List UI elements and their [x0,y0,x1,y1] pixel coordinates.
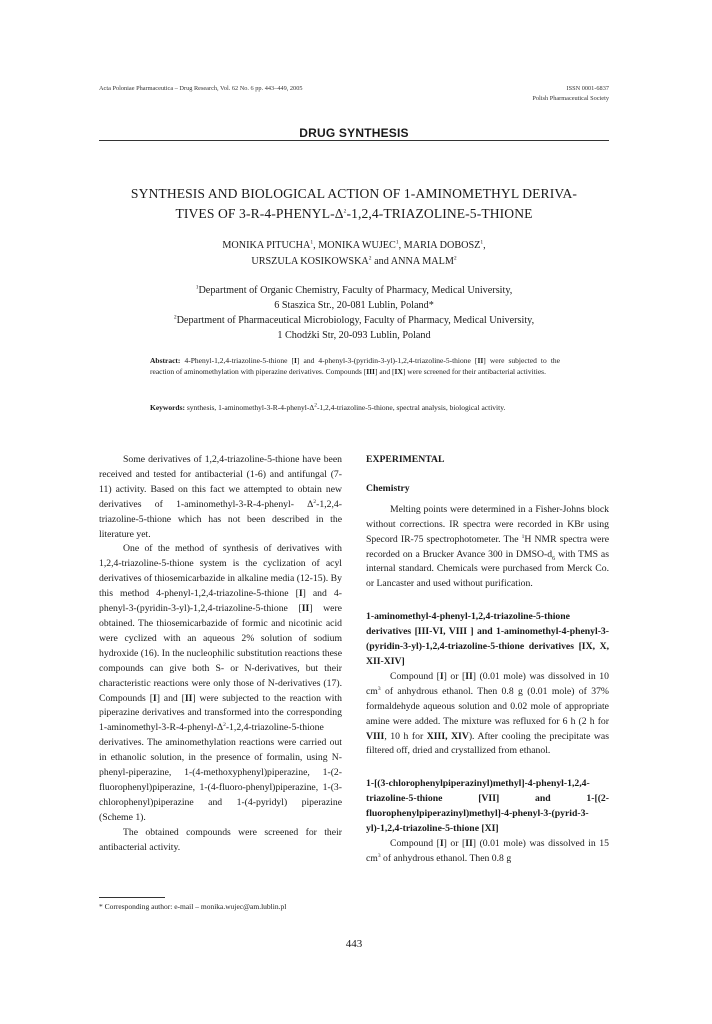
paper-title [99,184,609,224]
procedure-paragraph-2: Compound [I] or [II] (0.01 mole) was dissolved in 15 $cm^3$ of anhydrous ethanol. Then 0.8 g [366,837,609,864]
issn-header [532,84,609,104]
methods-paragraph: Melting points were determined in a Fisher-Johns block without corrections. IR spectra were recorded in KBr using Specord IR-75 spectrophotometer. The $^1$H NMR spectra were recorded on a Brucker Avance 300 in DMSO-$d_6$ with TMS as internal standard. Chemicals were purchased from Merck Co. or Lancaster and used without purification. [366,503,609,590]
issn: ISSN 0001-6837 [566,85,609,92]
journal-header: Acta Poloniae Pharmaceutica – Drug Research, Vol. 62 No. 6 pp. 443–449, 2005 [99,85,303,92]
affiliation-1: $^1$Department of Organic Chemistry, Faculty of Pharmacy, Medical University, [195,284,513,296]
affiliation-2: $^2$Department of Pharmaceutical Microbiology, Faculty of Pharmacy, Medical University, [173,314,535,326]
society: Polish Pharmaceutical Society [532,95,609,102]
title-line-2: TIVES OF $3-R-4-PHENYL-\Delta^2-1,2,4-TRIAZOLINE-5$-THIONE [175,206,533,221]
procedure-paragraph-1: Compound [I] or [II] (0.01 mole) was dissolved in 10 $cm^3$ of anhydrous ethanol. Then 0.8 g (0.01 mole) of 37% formaldehyde aqueous solution and 0.02 mole of appropriate amine were added. The mixture was refluxed for 6 h (2 h for VIII, 10 h for XIII, XIV). After cooling the precipitate was filtered off, dried and crystallized from ethanol. [366,670,609,757]
footnote-divider [99,897,165,898]
intro-paragraph-1: Some derivatives of 1,2,4-triazoline-5-thione have been received and tested for antibacterial (1-6) and antifungal (7-11) activity. Based on this fact we attempted to obtain new derivatives of 1-aminomethyl-3-R-4-phenyl- $\Delta^2-1,2,4-triazoline-5$-thione which has not been described in the literature yet. [99,454,342,540]
abstract: Abstract: 4-Phenyl-1,2,4-triazoline-5-thione [I] and 4-phenyl-3-(pyridin-3-yl)-1,2,4-triazoline-5-thione [II] were subjected to the reaction of aminomethylation with piperazine derivatives. Compounds [III] and [IX] were screened for their antibacterial activities. [150,356,561,376]
right-column [366,453,609,867]
title-line-1: SYNTHESIS AND BIOLOGICAL ACTION OF 1-AMINOMETHYL DERIVA- [130,186,578,201]
keywords: Keywords: synthesis, $1-aminomethyl-3-R-4-phenyl-\Delta^2-1,2,4-triazoline-5$-thione, spectral analysis, biological activity. [150,402,506,412]
author-list: MONIKA PITUCHA$^1$, MONIKA WUJEC$^1$, MARIA DOBOSZ$^1$, URSZULA KOSIKOWSKA$^2$ and ANNA MALM$^2$ [222,239,486,267]
section-divider [99,140,609,141]
intro-paragraph-2: One of the method of synthesis of derivatives with 1,2,4-triazoline-5-thione system is the cyclization of acyl derivatives of thiosemicarbazide in alkaline media (12-15). By this method 4-phenyl-1,2,4-triazoline-5-thione [I] and 4-phenyl-3-(pyridin-3-yl)-1,2,4-triazoline-5-thione [II] were obtained. The thiosemicarbazide of formic and nicotinic acid were cyclized with an aqueous 2% solution of sodium hydroxide (16). In the nucleophilic substitution reactions these compounds can give both S- or N-derivatives, but their characteristic reactions were only those of N-derivatives (17). Compounds [I] and [II] were subjected to the reaction with piperazine derivatives and transformed into the corresponding $1-aminomethyl-3-R-4-phenyl-\Delta^2-1,2,4-triazoline-5$-thione derivatives. The aminomethylation reactions were carried out in ethanolic solution, in the presence of formalin, using N-phenyl-piperazine, 1-(4-methoxyphenyl)piperazine, 1-(2-fluorophenyl)piperazine, 1-(4-fluoro-phenyl)piperazine, 1-(3-chlorophenyl)piperazine and 1-(4-pyridyl) piperazine (Scheme 1). [99,543,342,823]
page-number: 443 [345,938,363,950]
affiliations: $^1$Department of Organic Chemistry, Faculty of Pharmacy, Medical University, 6 Staszica Str., 20-081 Lublin, Poland* $^2$Department of Pharmaceutical Microbiology, Faculty of Pharmacy, Medical University, 1 Chodźki Str, 20-093 Lublin, Poland [99,283,609,343]
section-title: DRUG SYNTHESIS [299,126,409,140]
left-column [99,453,342,855]
intro-paragraph-3: The obtained compounds were screened for their antibacterial activity. [99,826,342,853]
chemistry-heading: Chemistry [366,482,410,494]
footnote: * Corresponding author: e-mail – monika.wujec@am.lublin.pl [99,902,287,911]
subheading-1: 1-aminomethyl-4-phenyl-1,2,4-triazoline-5-thione derivatives [III-VI, VIII ] and 1-aminomethyl-4-phenyl-3-(pyridin-3-yl)-1,2,4-triazoline-5-thione derivatives [IX, X, XII-XIV] [366,611,609,667]
subheading-2: 1-[(3-chlorophenylpiperazinyl)methyl]-4-phenyl-1,2,4-triazoline-5-thione [VII] and 1-[(2-fluorophenylpiperazinyl)methyl]-4-phenyl-3-(pyrid-3-yl)-1,2,4-triazoline-5-thione [XI] [366,778,609,835]
experimental-heading: EXPERIMENTAL [366,454,445,465]
